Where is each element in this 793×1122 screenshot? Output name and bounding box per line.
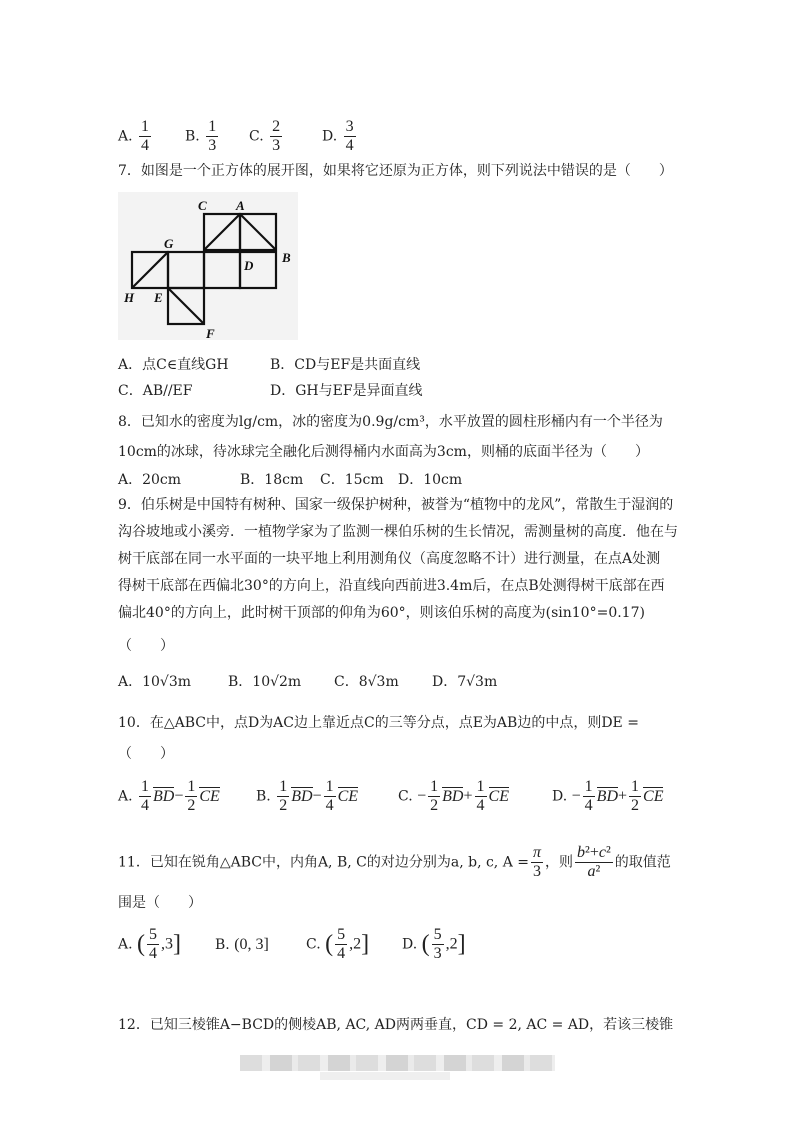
q7-stem: 7．如图是一个正方体的展开图，如果将它还原为正方体，则下列说法中错误的是（ ）	[118, 163, 673, 179]
figure-label-a: A	[236, 198, 245, 213]
figure-label-d: D	[244, 258, 254, 273]
q8-line-2: 10cm的冰球，待冰球完全融化后测得桶内水面高为3cm，则桶的底面半径为（ ）	[118, 444, 649, 460]
fraction: $\frac{1}{3}$	[208, 118, 217, 154]
figure-label-f: F	[206, 326, 215, 340]
q12-line-1: 12．已知三棱锥A−BCD的侧棱AB, AC, AD两两垂直，CD = 2, AC = AD，若该三棱锥	[118, 1017, 674, 1033]
q11-option-d: D. ( $\frac{5}{3}$ ,2]	[402, 926, 466, 962]
cube-net-figure	[118, 192, 298, 340]
fraction: $\frac{2}{3}$	[272, 118, 281, 154]
q11-line-2: 围是（ ）	[118, 895, 202, 911]
q11-option-a: A. ( $\frac{5}{4}$ ,3]	[118, 926, 182, 962]
figure-label-h: H	[124, 290, 135, 305]
fraction: $\frac{1}{4}$	[141, 118, 150, 154]
q9-line-4: 得树干底部在西偏北30°的方向上，沿直线向西前进3.4m后，在点B处测得树干底部在西	[118, 578, 665, 594]
q6-option-a: A. $\frac{1}{4}$	[118, 118, 150, 154]
q11-option-b: B. (0, 3]	[215, 936, 269, 953]
q11-option-c: C. ( $\frac{5}{4}$ ,2]	[306, 926, 370, 962]
q7-option-c: C．AB//EF	[118, 383, 193, 399]
q8-line-1: 8．已知水的密度为lg/cm，冰的密度为0.9g/cm³，水平放置的圆柱形桶内有一个半径为	[118, 414, 663, 430]
q6-option-c: C. $\frac{2}{3}$	[249, 118, 281, 154]
q9-line-2: 沟谷坡地或小溪旁．一植物学家为了监测一棵伯乐树的生长情况，需测量树的高度．他在与	[118, 524, 678, 540]
q10-option-d: D. − $\frac{1}{4}$ BD+ $\frac{1}{2}$ CE	[552, 778, 664, 814]
figure-label-c: C	[198, 198, 207, 213]
q9-line-1: 9．伯乐树是中国特有树种、国家一级保护树种，被誉为“植物中的龙风”，常散生于湿润的	[118, 497, 674, 513]
q6-option-b: B. $\frac{1}{3}$	[185, 118, 217, 154]
q9-option-b: B．10√2m	[228, 674, 302, 690]
q6-option-d: D. $\frac{3}{4}$	[322, 118, 354, 154]
q10-option-b: B. $\frac{1}{2}$ BD− $\frac{1}{4}$ CE	[256, 778, 359, 814]
q10-line-1: 10．在△ABC中，点D为AC边上靠近点C的三等分点，点E为AB边的中点，则DE =	[118, 715, 639, 731]
fraction: $\frac{3}{4}$	[345, 118, 354, 154]
q8-option-b: B．18cm	[240, 472, 304, 488]
q8-option-d: D．10cm	[398, 472, 463, 488]
q9-line-3: 树干底部在同一水平面的一块平地上利用测角仪（高度忽略不计）进行测量，在点A处测	[118, 551, 661, 567]
blurred-watermark	[240, 1055, 555, 1071]
q7-option-a: A．点C∈直线GH	[118, 357, 229, 373]
q9-option-a: A．10√3m	[118, 674, 192, 690]
q10-line-2: （ ）	[118, 746, 174, 762]
q8-option-c: C．15cm	[320, 472, 384, 488]
q9-line-5: 偏北40°的方向上，此时树干顶部的仰角为60°，则该伯乐树的高度为(sin10°=0.17)	[118, 605, 645, 621]
figure-label-b: B	[282, 250, 291, 265]
q10-option-c: C. − $\frac{1}{2}$ BD+ $\frac{1}{4}$ CE	[398, 778, 509, 814]
q10-option-a: A. $\frac{1}{4}$ BD− $\frac{1}{2}$ CE	[118, 778, 220, 814]
figure-label-g: G	[164, 236, 174, 251]
q9-line-6: （ ）	[118, 638, 174, 654]
q7-option-b: B．CD与EF是共面直线	[270, 357, 421, 373]
q9-option-c: C．8√3m	[334, 674, 399, 690]
q11-line-1: 11．已知在锐角△ABC中，内角A, B, C的对边分别为a, b, c, A = $\frac{\pi}{3}$ ，则 $\frac{\text{b²+c²}}{\text{a²}}$ 的取值范	[118, 844, 671, 880]
q9-option-d: D．7√3m	[432, 674, 498, 690]
q8-option-a: A．20cm	[118, 472, 182, 488]
blurred-watermark-secondary	[320, 1072, 450, 1080]
q7-option-d: D．GH与EF是异面直线	[270, 383, 423, 399]
figure-label-e: E	[154, 290, 163, 305]
